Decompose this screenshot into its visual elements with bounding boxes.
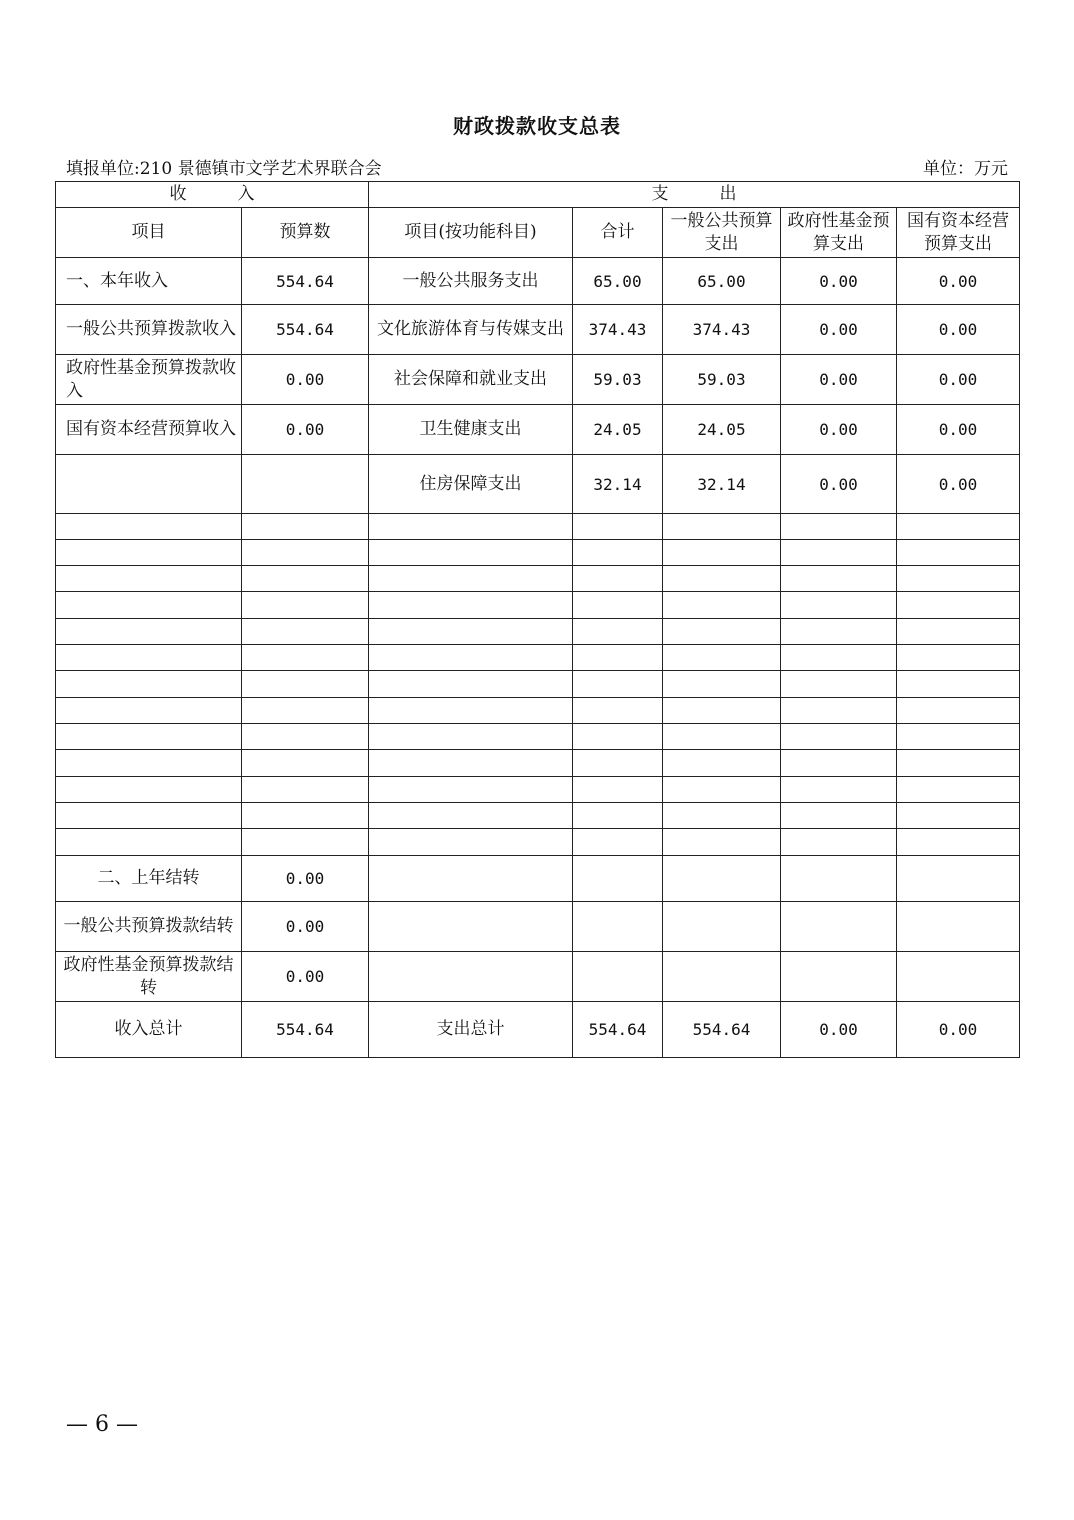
budget-value: 0.00 — [242, 952, 369, 1002]
fund-value: 0.00 — [781, 258, 897, 305]
total-value: 374.43 — [573, 305, 663, 355]
empty-row — [56, 592, 1020, 619]
empty-row — [56, 645, 1020, 671]
currency-unit: 单位：万元 — [923, 159, 1008, 179]
empty-row — [56, 724, 1020, 750]
state-value: 0.00 — [897, 405, 1020, 455]
income-item: 一、本年收入 — [56, 258, 242, 305]
fund-value: 0.00 — [781, 1002, 897, 1058]
empty-row — [56, 514, 1020, 540]
budget-table — [55, 181, 1020, 1058]
total-value: 554.64 — [573, 1002, 663, 1058]
total-value: 59.03 — [573, 355, 663, 405]
expense-item: 文化旅游体育与传媒支出 — [369, 305, 573, 355]
empty-row — [56, 540, 1020, 566]
empty-row — [56, 566, 1020, 592]
total-value: 32.14 — [573, 455, 663, 514]
col-fund: 政府性基金预算支出 — [781, 208, 897, 258]
income-item: 一般公共预算拨款结转 — [56, 902, 242, 952]
income-total-label: 收入总计 — [56, 1002, 242, 1058]
budget-value — [242, 455, 369, 514]
column-header-row — [56, 208, 1020, 258]
income-item: 政府性基金预算拨款结转 — [56, 952, 242, 1002]
budget-value: 0.00 — [242, 856, 369, 902]
group-header-row — [56, 182, 1020, 208]
empty-row — [56, 777, 1020, 803]
empty-row — [56, 698, 1020, 724]
expense-item: 社会保障和就业支出 — [369, 355, 573, 405]
budget-value: 554.64 — [242, 305, 369, 355]
budget-value: 0.00 — [242, 405, 369, 455]
income-item: 一般公共预算拨款收入 — [56, 305, 242, 355]
income-group-header: 收 入 — [56, 182, 369, 208]
general-value: 59.03 — [663, 355, 781, 405]
totals-row — [56, 1002, 1020, 1058]
expense-item: 一般公共服务支出 — [369, 258, 573, 305]
general-value: 554.64 — [663, 1002, 781, 1058]
income-item: 国有资本经营预算收入 — [56, 405, 242, 455]
table-row — [56, 355, 1020, 405]
general-value: 65.00 — [663, 258, 781, 305]
fund-value: 0.00 — [781, 405, 897, 455]
income-total-value: 554.64 — [242, 1002, 369, 1058]
budget-value: 0.00 — [242, 902, 369, 952]
expense-item: 住房保障支出 — [369, 455, 573, 514]
table-row — [56, 405, 1020, 455]
total-value: 24.05 — [573, 405, 663, 455]
general-value: 374.43 — [663, 305, 781, 355]
empty-row — [56, 671, 1020, 698]
col-state: 国有资本经营预算支出 — [897, 208, 1020, 258]
expense-group-header: 支 出 — [369, 182, 1020, 208]
expense-item: 卫生健康支出 — [369, 405, 573, 455]
state-value: 0.00 — [897, 1002, 1020, 1058]
state-value: 0.00 — [897, 305, 1020, 355]
income-item: 政府性基金预算拨款收入 — [56, 355, 242, 405]
empty-row — [56, 803, 1020, 829]
fund-value: 0.00 — [781, 355, 897, 405]
budget-value: 554.64 — [242, 258, 369, 305]
carryover-row — [56, 952, 1020, 1002]
income-item: 二、上年结转 — [56, 856, 242, 902]
col-income-item: 项目 — [56, 208, 242, 258]
general-value: 32.14 — [663, 455, 781, 514]
reporting-unit: 填报单位:210 景德镇市文学艺术界联合会 — [66, 159, 382, 179]
income-item — [56, 455, 242, 514]
table-row — [56, 258, 1020, 305]
col-budget: 预算数 — [242, 208, 369, 258]
state-value: 0.00 — [897, 258, 1020, 305]
total-value: 65.00 — [573, 258, 663, 305]
empty-row — [56, 829, 1020, 856]
page-title: 财政拨款收支总表 — [453, 114, 621, 138]
col-expense-item: 项目(按功能科目) — [369, 208, 573, 258]
budget-value: 0.00 — [242, 355, 369, 405]
fund-value: 0.00 — [781, 455, 897, 514]
carryover-row — [56, 856, 1020, 902]
col-general: 一般公共预算支出 — [663, 208, 781, 258]
state-value: 0.00 — [897, 455, 1020, 514]
carryover-row — [56, 902, 1020, 952]
state-value: 0.00 — [897, 355, 1020, 405]
empty-row — [56, 619, 1020, 645]
table-row — [56, 455, 1020, 514]
general-value: 24.05 — [663, 405, 781, 455]
expense-total-label: 支出总计 — [369, 1002, 573, 1058]
fund-value: 0.00 — [781, 305, 897, 355]
page-number: — 6 — — [66, 1412, 138, 1437]
empty-row — [56, 750, 1020, 777]
table-row — [56, 305, 1020, 355]
col-total: 合计 — [573, 208, 663, 258]
